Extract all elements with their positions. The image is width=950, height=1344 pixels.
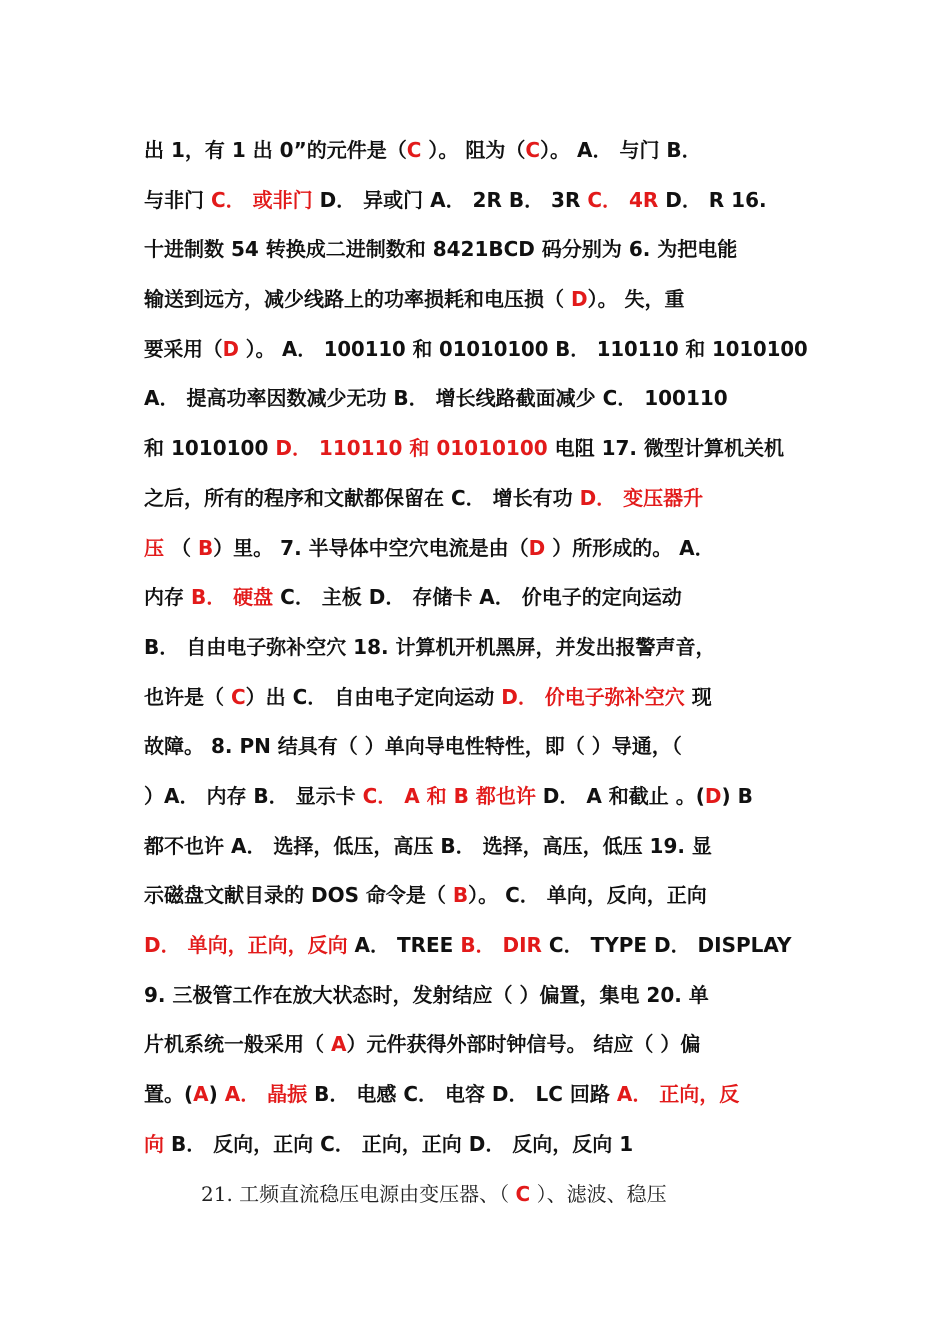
question-text: 置。(	[144, 1082, 194, 1107]
text-line	[144, 971, 808, 1021]
answer-text: D	[528, 535, 546, 560]
question-text: 出 1，有 1 出 0”的元件是（	[144, 138, 407, 162]
text-line	[144, 1020, 808, 1070]
answer-text: 向	[144, 1131, 164, 1156]
answer-text: C	[525, 138, 541, 162]
text-line	[144, 722, 808, 772]
question-text: 也许是（	[144, 684, 231, 709]
text-line	[144, 623, 808, 673]
question-text: 都不也许 A． 选择，低压，高压 B． 选择，高压，低压 19. 显	[144, 833, 712, 858]
answer-text: C． 或非门	[210, 187, 313, 212]
question-text: D． 异或门 A． 2R B． 3R	[312, 187, 588, 212]
question-text: ) B	[721, 783, 753, 808]
text-line	[144, 424, 808, 474]
text-line	[144, 1120, 808, 1170]
answer-text: C． 4R	[587, 187, 659, 212]
question-text: B． 反向，正向 C． 正向，正向 D． 反向，反向 1	[164, 1131, 634, 1156]
question-text: ）里。 7. 半导体中空穴电流是由（	[213, 535, 529, 560]
answer-text: D	[704, 783, 722, 808]
question-text: （	[164, 535, 198, 560]
text-line	[144, 1070, 808, 1120]
question-text: B． 自由电子弥补空穴 18. 计算机开机黑屏，并发出报警声音，	[144, 634, 716, 659]
answer-text: D	[570, 287, 588, 312]
answer-text: A	[193, 1082, 209, 1107]
text-line	[144, 673, 808, 723]
question-text: 要采用（	[144, 336, 223, 361]
question-text: 示磁盘文献目录的 DOS 命令是（	[144, 883, 453, 908]
question-text: ）。 失，重	[587, 287, 685, 312]
question-text: ）。 C． 单向，反向，正向	[468, 883, 707, 908]
text-line	[144, 474, 808, 524]
answer-text: C	[515, 1182, 531, 1206]
answer-text: A	[330, 1032, 347, 1057]
question-text: ）A． 内存 B． 显示卡	[144, 783, 363, 808]
answer-text: C	[406, 138, 422, 162]
question-text: 之后，所有的程序和文献都保留在 C． 增长有功	[144, 485, 580, 510]
question-text: 现	[684, 684, 712, 709]
text-line	[144, 921, 808, 971]
answer-text: D． 价电子弥补空穴	[501, 684, 685, 709]
text-line	[144, 374, 808, 424]
question-text: 十进制数 54 转换成二进制数和 8421BCD 码分别为 6. 为把电能	[144, 237, 738, 262]
answer-text: B． DIR	[460, 933, 542, 957]
question-text: 与非门	[144, 187, 211, 212]
text-line	[144, 573, 808, 623]
text-line	[144, 275, 808, 325]
question-text: B． 电感 C． 电容 D． LC 回路	[307, 1082, 617, 1107]
question-text: 21. 工频直流稳压电源由变压器、（	[201, 1182, 516, 1206]
document-body	[144, 126, 808, 1169]
question-text: A． 提高功率因数减少无功 B． 增长线路截面减少 C． 100110	[144, 386, 728, 411]
question-text: ）。 A． 100110 和 01010100 B． 110110 和 1010100	[238, 336, 808, 361]
answer-text: D． 110110 和 01010100	[275, 436, 548, 461]
question-text: D． A 和截止 。(	[535, 783, 705, 808]
answer-text: B	[452, 883, 469, 908]
question-text: ）。 A． 与门 B．	[540, 138, 702, 162]
text-line	[144, 325, 808, 375]
question-text: 和 1010100	[144, 436, 276, 461]
question-text: ）。 阻为（	[421, 138, 526, 162]
question-text: ）出 C． 自由电子定向运动	[245, 684, 502, 709]
question-text: ）、滤波、稳压	[530, 1182, 667, 1206]
question-text: )	[208, 1082, 225, 1107]
text-line	[144, 822, 808, 872]
text-line	[144, 524, 808, 574]
answer-text: 压	[144, 535, 164, 560]
question-21-line	[201, 1170, 667, 1218]
answer-text: A． 晶振	[224, 1082, 308, 1107]
question-text: ）元件获得外部时钟信号。 结应（ ）偏	[346, 1032, 701, 1057]
question-text: C． TYPE D． DISPLAY	[541, 933, 792, 957]
question-text: 内存	[144, 585, 191, 610]
text-line	[144, 225, 808, 275]
text-line	[144, 871, 808, 921]
text-line	[144, 126, 808, 176]
answer-text: A． 正向，反	[616, 1082, 740, 1107]
answer-text: D	[222, 336, 239, 361]
answer-text: B	[197, 535, 214, 560]
text-line	[144, 176, 808, 226]
question-text: C． 主板 D． 存储卡 A． 价电子的定向运动	[273, 585, 682, 610]
question-text: A． TREE	[347, 933, 461, 957]
question-text: 片机系统一般采用（	[144, 1032, 331, 1057]
answer-text: B． 硬盘	[190, 585, 274, 610]
answer-text: D． 单向，正向，反向	[144, 933, 348, 957]
question-text: 电阻 17. 微型计算机关机	[547, 436, 784, 461]
question-text: 故障。 8. PN 结具有（ ）单向导电性特性，即（ ）导通，（	[144, 734, 682, 759]
text-line	[144, 772, 808, 822]
answer-text: C． A 和 B 都也许	[362, 783, 536, 808]
question-text: 输送到远方，减少线路上的功率损耗和电压损（	[144, 287, 571, 312]
question-text: 9. 三极管工作在放大状态时，发射结应（ ）偏置，集电 20. 单	[144, 982, 709, 1007]
answer-text: D． 变压器升	[579, 485, 704, 510]
question-text: D． R 16.	[658, 187, 767, 212]
question-text: ）所形成的。 A．	[545, 535, 715, 560]
answer-text: C	[230, 684, 246, 709]
